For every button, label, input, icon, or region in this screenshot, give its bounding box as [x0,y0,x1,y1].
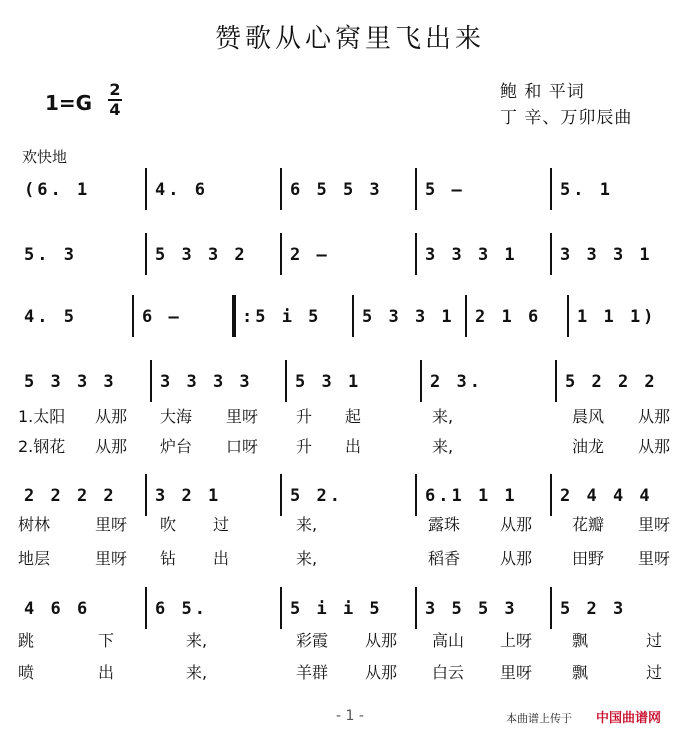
barline [145,168,147,210]
lyric-word: 田野 [572,549,605,568]
lyric-word: 1.太阳 [18,407,66,426]
barline [550,474,552,516]
measure: :5 i 5 [242,307,322,327]
notation-system [0,243,700,267]
barline [550,233,552,275]
lyric-word: 下 [98,631,115,650]
lyric-word: 从那 [365,663,398,682]
composer-credit: 丁 辛、万卯辰曲 [500,108,633,128]
lyric-word: 过 [646,663,663,682]
lyric-line [0,436,700,458]
measure: 3 3 3 1 [425,245,518,265]
song-title: 赞歌从心窝里飞出来 [214,24,485,54]
lyric-word: 地层 [18,549,51,568]
lyric-word: 过 [646,631,663,650]
measure: 4. 6 [155,180,208,200]
lyric-line [0,406,700,428]
lyric-word: 过 [213,515,230,534]
measure: 5 2. [290,486,343,506]
lyric-word: 升 [296,437,313,456]
barline [150,360,152,402]
lyric-word: 露珠 [428,515,461,534]
measure: 5 3 3 2 [155,245,248,265]
lyric-word: 来, [296,549,318,568]
lyric-word: 油龙 [572,437,605,456]
barline [415,168,417,210]
measure: 6 5. [155,599,208,619]
barline [420,360,422,402]
upload-source-text: 本曲谱上传于 [506,712,572,725]
measure: 3 5 5 3 [425,599,518,619]
time-signature-top: 2 [109,80,121,99]
measure: 5 — [425,180,465,200]
measure: 6 5 5 3 [290,180,383,200]
barline [280,474,282,516]
lyric-word: 吹 [160,515,177,534]
lyric-word: 里呀 [638,549,671,568]
barline [352,295,354,337]
measure: 3 3 3 1 [560,245,653,265]
lyric-word: 树林 [18,515,51,534]
barline [232,295,236,337]
lyric-word: 起 [345,407,362,426]
barline [555,360,557,402]
barline [415,233,417,275]
measure: 5 3 1 [295,372,362,392]
lyric-word: 里呀 [95,549,128,568]
measure: 6 — [142,307,182,327]
barline [280,168,282,210]
notation-system [0,484,700,508]
lyric-word: 口呀 [226,437,259,456]
lyric-word: 出 [345,437,362,456]
measure: 5 3 3 3 [24,372,117,392]
barline [285,360,287,402]
notation-system [0,178,700,202]
lyric-word: 从那 [500,549,533,568]
time-signature [108,82,122,118]
measure: 2 1 6 [475,307,542,327]
barline [280,587,282,629]
measure: (6. 1 [24,180,91,200]
measure: 5. 1 [560,180,613,200]
lyric-word: 里呀 [638,515,671,534]
barline [415,587,417,629]
measure: 3 3 3 3 [160,372,253,392]
measure: 1 1 1) [577,307,657,327]
lyric-word: 出 [98,663,115,682]
lyric-word: 从那 [638,437,671,456]
measure: 5 3 3 1 [362,307,455,327]
time-signature-bottom: 4 [109,100,121,119]
lyric-word: 出 [213,549,230,568]
lyric-word: 来, [186,663,208,682]
measure: 5 2 3 [560,599,627,619]
lyric-line [0,630,700,652]
lyric-word: 大海 [160,407,193,426]
measure: 5 2 2 2 [565,372,658,392]
barline [567,295,569,337]
lyric-word: 稻香 [428,549,461,568]
lyric-word: 晨风 [572,407,605,426]
measure: 4 6 6 [24,599,91,619]
lyric-word: 从那 [95,437,128,456]
lyric-word: 彩霞 [296,631,329,650]
lyric-line [0,662,700,684]
lyric-word: 白云 [432,663,465,682]
measure: 3 2 1 [155,486,222,506]
lyric-word: 钻 [160,549,177,568]
lyric-word: 从那 [638,407,671,426]
barline [145,474,147,516]
lyric-word: 飘 [572,631,589,650]
lyric-word: 从那 [95,407,128,426]
site-logo: 中国曲谱网 [596,711,662,726]
lyric-word: 2.钢花 [18,437,66,456]
barline [132,295,134,337]
key-signature: 1=G [45,91,93,115]
lyric-line [0,548,700,570]
lyric-word: 羊群 [296,663,329,682]
lyric-word: 高山 [432,631,465,650]
lyric-word: 升 [296,407,313,426]
lyric-word: 里呀 [226,407,259,426]
barline [145,233,147,275]
measure: 2 4 4 4 [560,486,653,506]
barline [415,474,417,516]
barline [550,168,552,210]
notation-system [0,597,700,621]
measure: 6.1 1 1 [425,486,518,506]
lyric-word: 喷 [18,663,35,682]
measure: 2 2 2 2 [24,486,117,506]
lyric-word: 从那 [365,631,398,650]
lyric-word: 来, [432,407,454,426]
lyric-word: 炉台 [160,437,193,456]
tempo-marking: 欢快地 [22,148,68,166]
measure: 2 — [290,245,330,265]
lyric-word: 跳 [18,631,35,650]
measure: 2 3. [430,372,483,392]
barline [145,587,147,629]
measure: 4. 5 [24,307,77,327]
lyric-word: 里呀 [95,515,128,534]
page-number: - 1 - [336,708,364,724]
lyric-word: 来, [296,515,318,534]
lyric-word: 里呀 [500,663,533,682]
lyric-line [0,514,700,536]
lyric-word: 来, [432,437,454,456]
lyric-word: 上呀 [500,631,533,650]
lyric-word: 来, [186,631,208,650]
lyricist-credit: 鲍 和 平词 [500,82,585,102]
barline [280,233,282,275]
notation-system [0,370,700,394]
measure: 5 i i 5 [290,599,383,619]
lyric-word: 从那 [500,515,533,534]
measure: 5. 3 [24,245,77,265]
barline [465,295,467,337]
notation-system [0,305,700,329]
lyric-word: 飘 [572,663,589,682]
lyric-word: 花瓣 [572,515,605,534]
barline [550,587,552,629]
